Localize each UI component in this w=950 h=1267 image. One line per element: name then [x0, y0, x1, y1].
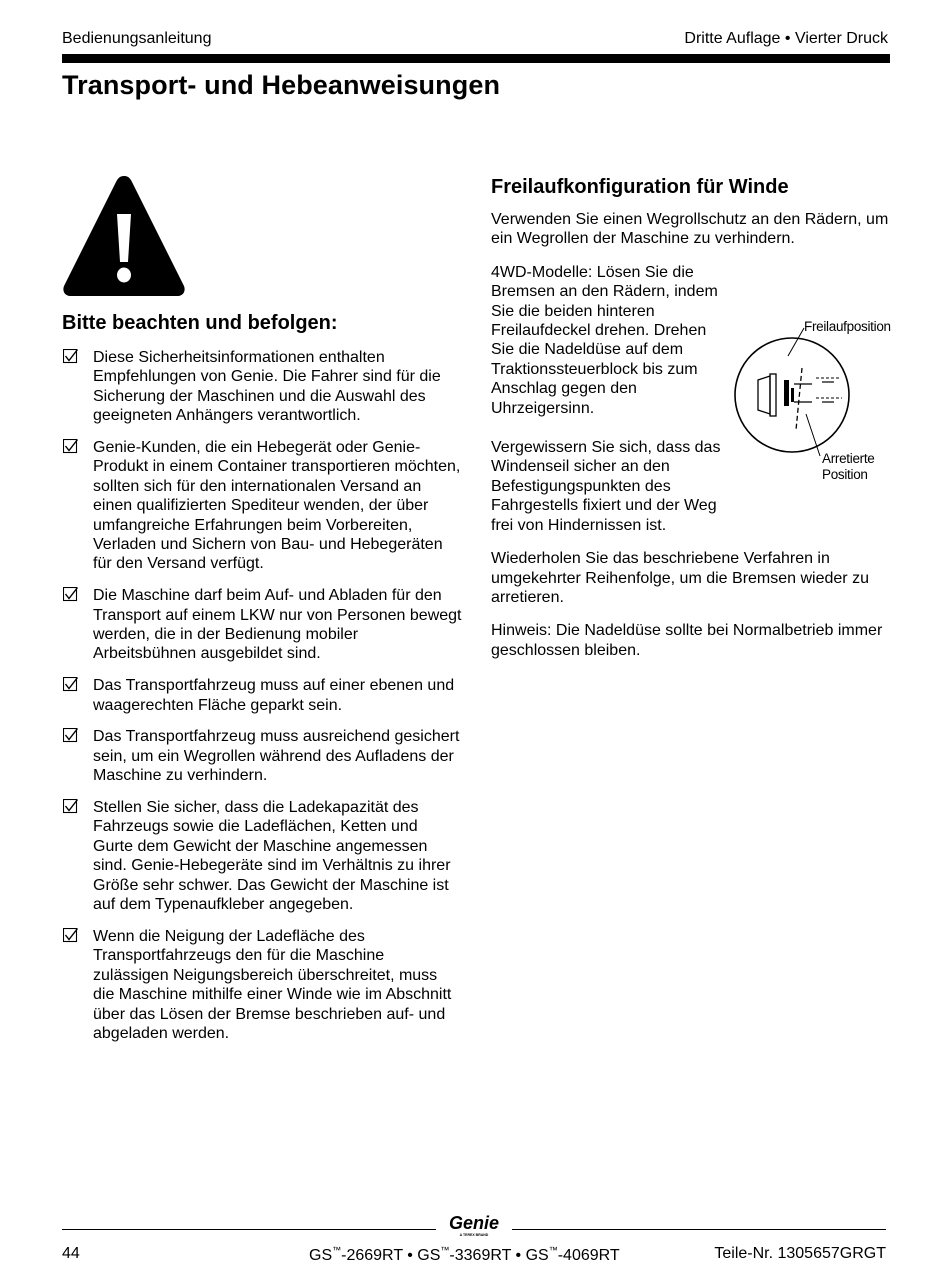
checklist-item	[62, 676, 462, 715]
page-title: Transport- und Hebeanweisungen	[62, 70, 501, 100]
paragraph-winch-cable: Vergewissern Sie sich, dass das Windenseil sicher an den Befestigungspunkten des Fahrgestells fixiert und der Weg frei von Hindernissen ist.	[491, 439, 721, 534]
checklist-item-text: Stellen Sie sicher, dass die Ladekapazität des Fahrzeugs sowie die Ladeflächen, Ketten und Gurte dem Gewicht der Maschine angemessen sind. Genie-Hebegeräte sind im Verhältnis zu ihrer Größe sehr schwer. Das Gewicht der Maschine ist auf dem Typenaufkleber angegeben.	[93, 799, 451, 914]
page-number: 44	[62, 1245, 80, 1262]
paragraph-note: Hinweis: Die Nadeldüse sollte bei Normalbetrieb immer geschlossen bleiben.	[491, 622, 883, 659]
safety-checklist	[62, 348, 462, 1056]
checklist-item	[62, 438, 462, 574]
checkbox-checked-icon	[63, 587, 78, 602]
checklist-item-text: Die Maschine darf beim Auf- und Abladen für den Transport auf einem LKW nur von Personen bewegt werden, die in der Bedienung mobiler Arbeitsbühnen ausgebildet sind.	[93, 587, 462, 663]
checklist-item-text: Wenn die Neigung der Ladefläche des Transportfahrzeugs den für die Maschine zulässigen Neigungsbereich überschreitet, muss die Maschine mithilfe einer Winde wie im Abschnitt über das Lösen der Bremse beschrieben auf- und abgeladen werden.	[93, 927, 452, 1042]
locked-position-label: Arretierte Position	[822, 451, 875, 482]
freewheel-position-label: Freilaufposition	[804, 319, 891, 334]
checklist-item-text: Diese Sicherheitsinformationen enthalten Empfehlungen von Genie. Die Fahrer sind für die Sicherung der Maschinen und die Auswahl des geeigneten Anhängers verantwortlich.	[93, 349, 441, 425]
trademark-mark: ™	[548, 1245, 558, 1255]
trademark-mark: ™	[332, 1245, 342, 1255]
model-code: -4069RT	[557, 1247, 620, 1264]
checklist-item-text: Genie-Kunden, die ein Hebegerät oder Genie-Produkt in einem Container transportieren möchten, sollten sich für den internationalen Versand an einen qualifizierten Spediteur wenden, der über umfangreiche Erfahrungen beim Vorbereiten, Verladen und Sichern von Bau- und Hebegeräten für den Versand verfügt.	[93, 439, 461, 573]
trademark-mark: ™	[440, 1245, 450, 1255]
checkbox-checked-icon	[63, 439, 78, 454]
model-prefix: GS	[417, 1247, 441, 1264]
model-separator: •	[511, 1247, 526, 1264]
part-number: Teile-Nr. 1305657GRGT	[714, 1245, 886, 1262]
genie-logo	[441, 1213, 507, 1237]
checklist-item	[62, 798, 462, 914]
checklist-item-text: Das Transportfahrzeug muss auf einer ebenen und waagerechten Fläche geparkt sein.	[93, 677, 455, 714]
footer-rule-right	[512, 1229, 886, 1230]
model-prefix: GS	[525, 1247, 549, 1264]
header-edition: Dritte Auflage • Vierter Druck	[684, 30, 888, 47]
winch-heading: Freilaufkonfiguration für Winde	[491, 176, 789, 198]
footer-rule-left	[62, 1229, 436, 1230]
checklist-item	[62, 586, 462, 664]
checkbox-checked-icon	[63, 349, 78, 364]
checklist-item-text: Das Transportfahrzeug muss ausreichend gesichert sein, um ein Wegrollen während des Aufladens der Maschine zu verhindern.	[93, 728, 460, 785]
checkbox-checked-icon	[63, 728, 78, 743]
paragraph-reverse-procedure: Wiederholen Sie das beschriebene Verfahren in umgekehrter Reihenfolge, um die Bremsen wieder zu arretieren.	[491, 550, 869, 606]
model-numbers	[309, 1245, 620, 1265]
checkbox-checked-icon	[63, 799, 78, 814]
model-code: -3369RT	[449, 1247, 512, 1264]
model-code: -2669RT	[341, 1247, 403, 1264]
model-separator: •	[402, 1247, 418, 1264]
checklist-item	[62, 927, 462, 1043]
warning-triangle-icon	[62, 174, 186, 298]
header-manual-name: Bedienungsanleitung	[62, 30, 212, 47]
genie-logo-wordmark: Genie	[448, 1213, 500, 1233]
checkbox-checked-icon	[63, 677, 78, 692]
safety-heading: Bitte beachten und befolgen:	[62, 312, 338, 334]
header-rule	[62, 54, 890, 63]
checklist-item	[62, 727, 462, 785]
checklist-item	[62, 348, 462, 426]
paragraph-4wd-models: 4WD-Modelle: Lösen Sie die Bremsen an den Rädern, indem Sie die beiden hinteren Freilaufdeckel drehen. Drehen Sie die Nadeldüse auf dem Traktionssteuerblock bis zum Anschlag gegen den Uhrzeigersinn.	[491, 263, 718, 417]
paragraph-wheel-chocks: Verwenden Sie einen Wegrollschutz an den Rädern, um ein Wegrollen der Maschine zu verhindern.	[491, 211, 889, 248]
checkbox-checked-icon	[63, 928, 78, 943]
genie-logo-subtext: A TEREX BRAND	[459, 1233, 489, 1237]
model-prefix: GS	[309, 1247, 333, 1264]
